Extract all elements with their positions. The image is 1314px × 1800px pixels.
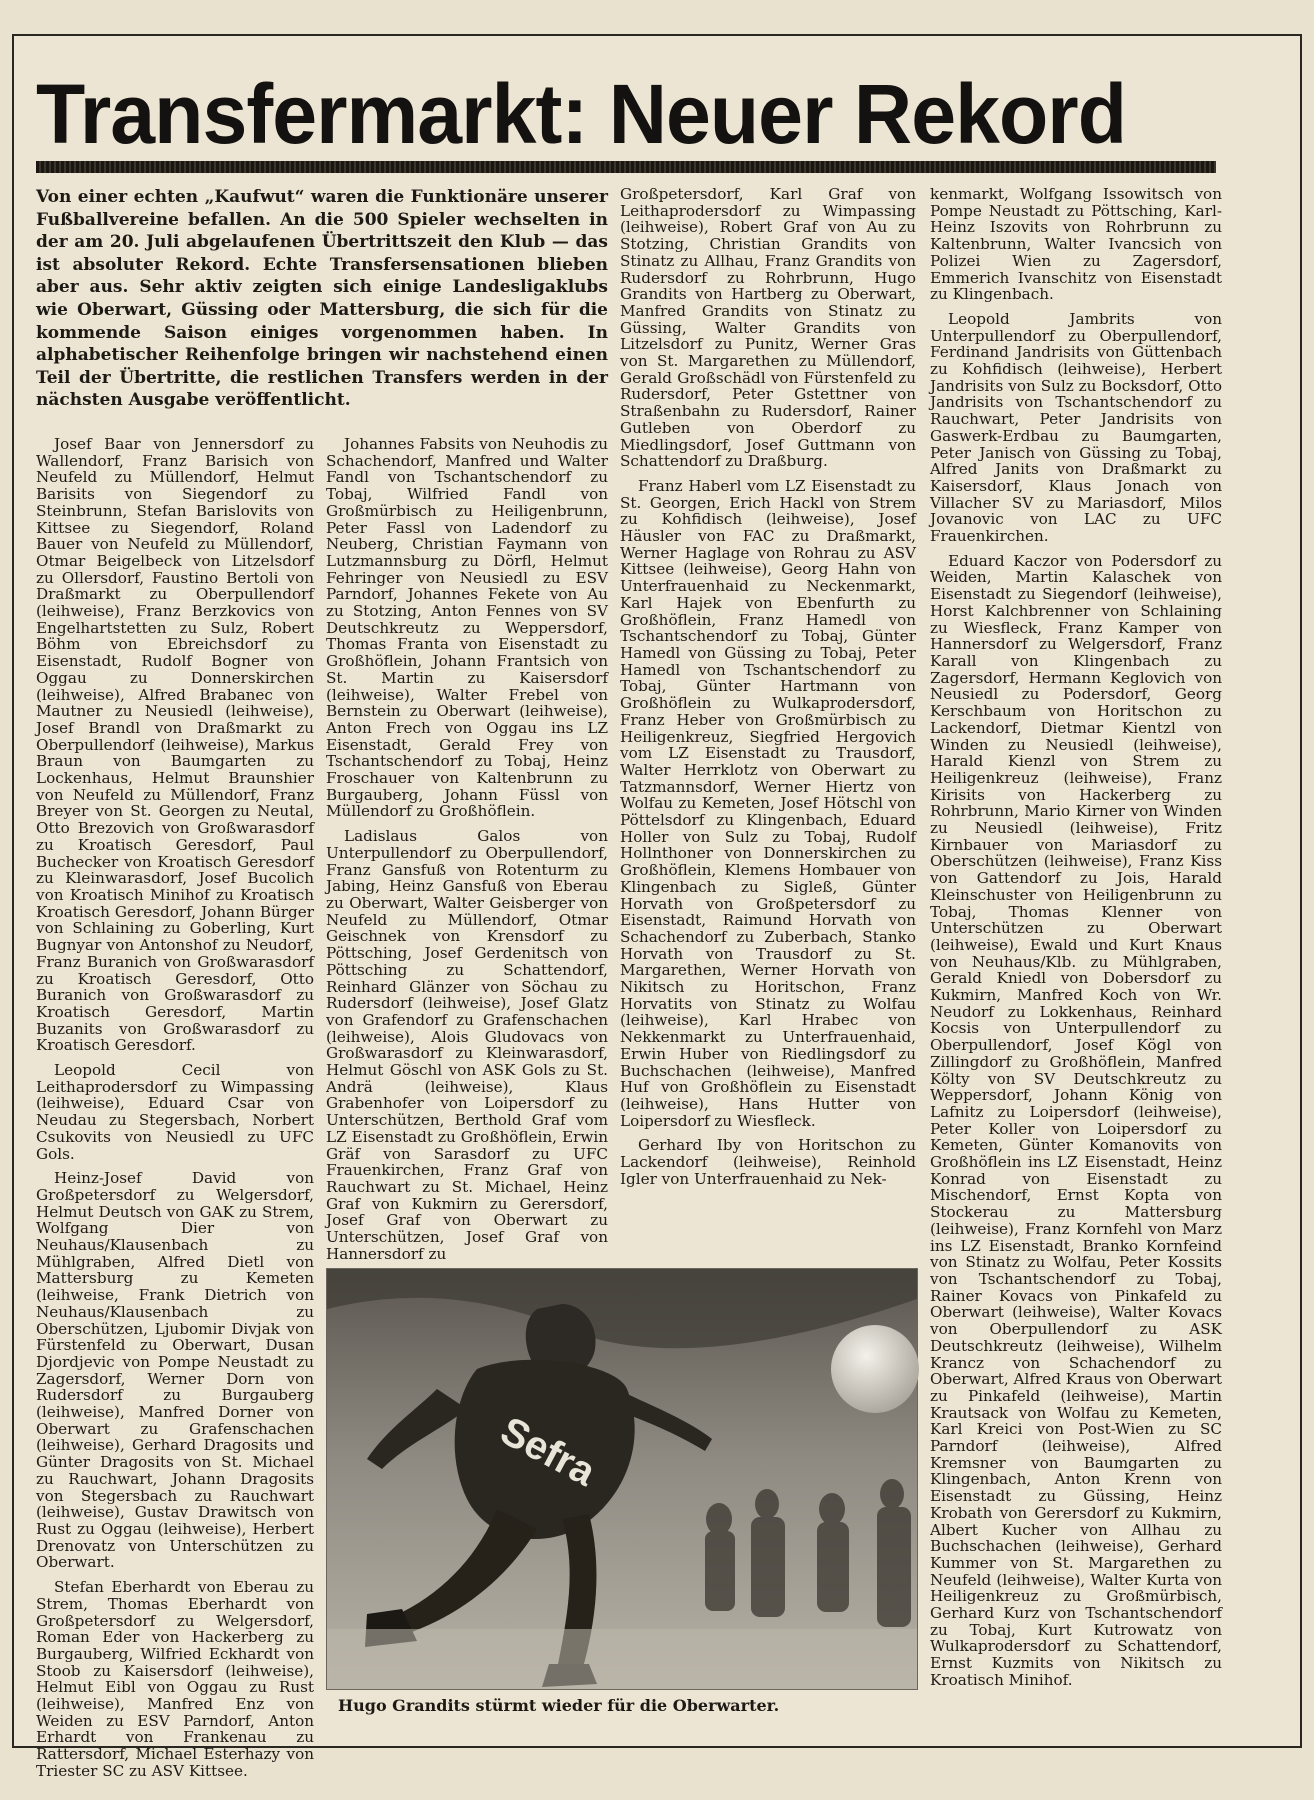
photo-caption: Hugo Grandits stürmt wieder für die Oberwarter. xyxy=(338,1696,780,1715)
football xyxy=(831,1325,919,1413)
intro-paragraph: Von einer echten „Kaufwut“ waren die Funktionäre unserer Fußballvereine befallen. An die 500 Spieler wechselten in der am 20. Juli abgelaufenen Übertrittszeit den Klub — das ist absoluter Rekord. Echte Transfersensationen blieben aber aus. Sehr aktiv zeigten sich einige Landesligaklubs wie Oberwart, Güssing oder Mattersburg, die sich für die kommende Saison einiges vorgenommen haben. In alphabetischer Reihenfolge bringen wir nachstehend einen Teil der Übertritte, die restlichen Transfers werden in der nächsten Ausgabe veröffentlicht. xyxy=(36,187,608,411)
paragraph: Josef Baar von Jennersdorf zu Wallendorf, Franz Barisich von Neufeld zu Müllendorf, Helmut Barisits von Siegendorf zu Steinbrunn, Stefan Barislovits von Kittsee zu Siegendorf, Roland Bauer von Neufeld zu Müllendorf, Otmar Beigelbeck von Litzelsdorf zu Ollersdorf, Faustino Bertoli von Draßmarkt zu Oberpullendorf (leihweise), Franz Berzkovics von Engelhartstetten zu Sulz, Robert Böhm von Ebreichsdorf zu Eisenstadt, Rudolf Bogner von Oggau zu Donnerskirchen (leihweise), Alfred Brabanec von Mautner zu Neusiedl (leihweise), Josef Brandl von Draßmarkt zu Oberpullendorf (leihweise), Markus Braun von Baumgarten zu Lockenhaus, Helmut Braunshier von Neufeld zu Müllendorf, Franz Breyer von St. Georgen zu Neutal, Otto Brezovich von Großwarasdorf zu Kroatisch Geresdorf, Paul Buchecker von Kroatisch Geresdorf zu Kleinwarasdorf, Josef Bucolich von Kroatisch Minihof zu Kroatisch Kroatisch Geresdorf, Johann Bürger von Schlaining zu Goberling, Kurt Bugnyar von Antonshof zu Neudorf, Franz Buranich von Großwarasdorf zu Kroatisch Geresdorf, Otto Buranich von Großwarasdorf zu Kroatisch Geresdorf, Martin Buzanits von Großwarasdorf zu Kroatisch Geresdorf. xyxy=(36,435,314,1055)
paragraph: Ladislaus Galos von Unterpullendorf zu Oberpullendorf, Franz Gansfuß von Rotenturm zu Jabing, Heinz Gansfuß von Eberau zu Oberwart, Walter Geisberger von Neufeld zu Müllendorf, Otmar Geischnek von Krensdorf zu Pöttsching, Josef Gerdenitsch von Pöttsching zu Schattendorf, Reinhard Glänzer von Söchau zu Rudersdorf (leihweise), Josef Glatz von Grafendorf zu Grafenschachen (leihweise), Alois Gludovacs von Großwarasdorf zu Kleinwarasdorf, Helmut Göschl von ASK Gols zu St. Andrä (leihweise), Klaus Grabenhofer von Loipersdorf zu Unterschützen, Berthold Graf vom LZ Eisenstadt zu Großhöflein, Erwin Gräf von Sarasdorf zu UFC Frauenkirchen, Franz Graf von Rauchwart zu St. Michael, Heinz Graf von Kukmirn zu Gerersdorf, Josef Graf von Oberwart zu Unterschützen, Josef Graf von Hannersdorf zu xyxy=(326,827,608,1263)
football-photo xyxy=(326,1268,918,1690)
paragraph: Großpetersdorf, Karl Graf von Leithaprodersdorf zu Wimpassing (leihweise), Robert Graf von Au zu Stotzing, Christian Grandits von Stinatz zu Allhau, Franz Grandits von Rudersdorf zu Rohrbrunn, Hugo Grandits von Hartberg zu Oberwart, Manfred Grandits von Stinatz zu Güssing, Walter Grandits von Litzelsdorf zu Punitz, Werner Gras von St. Margarethen zu Müllendorf, Gerald Großschädl von Fürstenfeld zu Rudersdorf, Peter Gstettner von Straßenbahn zu Rudersdorf, Rainer Gutleben von Oberdorf zu Miedlingsdorf, Josef Guttmann von Schattendorf zu Draßburg. xyxy=(620,185,916,471)
column-3 xyxy=(620,186,916,1258)
headline-rule xyxy=(36,161,1216,173)
paragraph: Leopold Jambrits von Unterpullendorf zu Oberpullendorf, Ferdinand Jandrisits von Güttenbach zu Kohfidisch (leihweise), Herbert Jandrisits von Sulz zu Bocksdorf, Otto Jandrisits von Tschantschendorf zu Rauchwart, Peter Jandrisits von Gaswerk-Erdbau zu Baumgarten, Peter Janisch von Güssing zu Tobaj, Alfred Janits von Draßmarkt zu Kaisersdorf, Klaus Jonach von Villacher SV zu Mariasdorf, Milos Jovanovic von LAC zu UFC Frauenkirchen. xyxy=(930,309,1222,546)
photo-illustration xyxy=(327,1269,917,1689)
paragraph: Stefan Eberhardt von Eberau zu Strem, Thomas Eberhardt von Großpetersdorf zu Welgersdorf, Roman Eder von Hackerberg zu Burgauberg, Wilfried Eckhardt von Stoob zu Kaisersdorf (leihweise), Helmut Eibl von Oggau zu Rust (leihweise), Manfred Enz von Weiden zu ESV Parndorf, Anton Erhardt von Frankenau zu Rattersdorf, Michael Esterhazy von Triester SC zu ASV Kittsee. xyxy=(36,1578,314,1780)
headline: Transfermarkt: Neuer Rekord xyxy=(36,67,1127,161)
shirt-lettering: Sefra xyxy=(493,1408,603,1495)
paragraph: Heinz-Josef David von Großpetersdorf zu Welgersdorf, Helmut Deutsch von GAK zu Strem, Wolfgang Dier von Neuhaus/Klausenbach zu Mühlgraben, Alfred Dietl von Mattersburg zu Kemeten (leihweise, Frank Dietrich von Neuhaus/Klausenbach zu Oberschützen, Ljubomir Divjak von Fürstenfeld zu Oberwart, Dusan Djordjevic von Pompe Neustadt zu Zagersdorf, Werner Dorn von Rudersdorf zu Burgauberg (leihweise), Manfred Dorner von Oberwart zu Grafenschachen (leihweise), Gerhard Dragosits und Günter Dragosits von St. Michael zu Rauchwart, Johann Dragosits von Stegersbach zu Rauchwart (leihweise), Gustav Drawitsch von Rust zu Oggau (leihweise), Herbert Drenovatz von Unterschützen zu Oberwart. xyxy=(36,1169,314,1572)
column-4 xyxy=(930,186,1222,1732)
paragraph: Johannes Fabsits von Neuhodis zu Schachendorf, Manfred und Walter Fandl von Tschantschendorf zu Tobaj, Wilfried Fandl von Großmürbisch zu Heiligenbrunn, Peter Fassl von Ladendorf zu Neuberg, Christian Faymann von Lutzmannsburg zu Dörfl, Helmut Fehringer von Neusiedl zu ESV Parndorf, Johannes Fekete von Au zu Stotzing, Anton Fennes von SV Deutschkreutz zu Weppersdorf, Thomas Franta von Eisenstadt zu Großhöflein, Johann Frantsich von St. Martin zu Kaisersdorf (leihweise), Walter Frebel von Bernstein zu Oberwart (leihweise), Anton Frech von Oggau ins LZ Eisenstadt, Gerald Frey von Tschantschendorf zu Tobaj, Heinz Froschauer von Kaltenbrunn zu Burgauberg, Johann Füssl von Müllendorf zu Großhöflein. xyxy=(326,435,608,821)
paragraph: kenmarkt, Wolfgang Issowitsch von Pompe Neustadt zu Pöttsching, Karl-Heinz Iszovits von Rohrbrunn zu Kaltenbrunn, Walter Ivancsich von Polizei Wien zu Zagersdorf, Emmerich Ivanschitz von Eisenstadt zu Klingenbach. xyxy=(930,185,1222,304)
paragraph: Eduard Kaczor von Podersdorf zu Weiden, Martin Kalaschek von Eisenstadt zu Siegendorf (leihweise), Horst Kalchbrenner von Schlaining zu Wiesfleck, Franz Kamper von Hannersdorf zu Welgersdorf, Franz Karall von Klingenbach zu Zagersdorf, Hermann Keglovich von Neusiedl zu Podersdorf, Georg Kerschbaum von Horitschon zu Lackendorf, Dietmar Kientzl von Winden zu Neusiedl (leihweise), Harald Kienzl von Strem zu Heiligenkreuz (leihweise), Franz Kirisits von Hackerberg zu Rohrbrunn, Mario Kirner von Winden zu Neusiedl (leihweise), Fritz Kirnbauer von Mariasdorf zu Oberschützen (leihweise), Franz Kiss von Gattendorf zu Jois, Harald Kleinschuster von Heiligenbrunn zu Tobaj, Thomas Klenner von Unterschützen zu Oberwart (leihweise), Ewald und Kurt Knaus von Neuhaus/Klb. zu Mühlgraben, Gerald Kniedl von Dobersdorf zu Kukmirn, Manfred Koch von Wr. Neudorf zu Lokkenhaus, Reinhard Kocsis von Unterpullendorf zu Oberpullendorf, Josef Kögl von Zillingdorf zu Großhöflein, Manfred Költy von SV Deutschkreutz zu Weppersdorf, Johann König von Lafnitz zu Loipersdorf (leihweise), Peter Koller von Loipersdorf zu Kemeten, Günter Komanovits von Großhöflein ins LZ Eisenstadt, Heinz Konrad von Eisenstadt zu Mischendorf, Ernst Kopta von Stockerau zu Mattersburg (leihweise), Franz Kornfehl von Marz ins LZ Eisenstadt, Branko Kornfeind von Stinatz zu Wolfau, Peter Kossits von Tschantschendorf zu Tobaj, Rainer Kovacs von Pinkafeld zu Oberwart (leihweise), Walter Kovacs von Oberpullendorf zu ASK Deutschkreutz (leihweise), Wilhelm Krancz von Schachendorf zu Oberwart, Alfred Kraus von Oberwart zu Pinkafeld (leihweise), Martin Krautsack von Wolfau zu Kemeten, Karl Kreici von Post-Wien zu SC Parndorf (leihweise), Alfred Kremsner von Baumgarten zu Klingenbach, Anton Krenn von Eisenstadt zu Güssing, Heinz Krobath von Gerersdorf zu Kukmirn, Albert Kucher von Allhau zu Buchschachen (leihweise), Gerhard Kummer von St. Margarethen zu Neufeld (leihweise), Walter Kurta von Heiligenkreuz zu Großmürbisch, Gerhard Kurz von Tschantschendorf zu Tobaj, Kurt Kutrowatz von Wulkaprodersdorf zu Schattendorf, Ernst Kuzmits von Nikitsch zu Kroatisch Minihof. xyxy=(930,551,1222,1689)
column-2 xyxy=(326,435,608,1263)
column-1 xyxy=(36,435,314,1780)
paragraph: Gerhard Iby von Horitschon zu Lackendorf (leihweise), Reinhold Igler von Unterfrauenhaid zu Nek- xyxy=(620,1136,916,1188)
paragraph: Leopold Cecil von Leithaprodersdorf zu Wimpassing (leihweise), Eduard Csar von Neudau zu Stegersbach, Norbert Csukovits von Neusiedl zu UFC Gols. xyxy=(36,1061,314,1163)
newspaper-page xyxy=(12,34,1302,1780)
paragraph: Franz Haberl vom LZ Eisenstadt zu St. Georgen, Erich Hackl von Strem zu Kohfidisch (leihweise), Josef Häusler von FAC zu Draßmarkt, Werner Haglage von Rohrau zu ASV Kittsee (leihweise), Georg Hahn von Unterfrauenhaid zu Neckenmarkt, Karl Hajek von Ebenfurth zu Großhöflein, Franz Hamedl von Tschantschendorf zu Tobaj, Günter Hamedl von Güssing zu Tobaj, Peter Hamedl von Tschantschendorf zu Tobaj, Günter Hartmann von Großhöflein zu Wulkaprodersdorf, Franz Heber von Großmürbisch zu Heiligenkreuz, Siegfried Hergovich vom LZ Eisenstadt zu Trausdorf, Walter Herrklotz von Oberwart zu Tatzmannsdorf, Werner Hiertz von Wolfau zu Kemeten, Josef Hötschl von Pöttelsdorf zu Klingenbach, Eduard Holler von Sulz zu Tobaj, Rudolf Hollnthoner von Donnerskirchen zu Großhöflein, Klemens Hombauer von Klingenbach zu Sigleß, Günter Horvath von Großpetersdorf zu Eisenstadt, Raimund Horvath von Schachendorf zu Zuberbach, Stanko Horvath von Trausdorf zu St. Margarethen, Werner Horvath von Nikitsch zu Horitschon, Franz Horvatits von Stinatz zu Wolfau (leihweise), Karl Hrabec von Nekkenmarkt zu Unterfrauenhaid, Erwin Huber von Riedlingsdorf zu Buchschachen (leihweise), Manfred Huf von Großhöflein zu Eisenstadt (leihweise), Hans Hutter von Loipersdorf zu Wiesfleck. xyxy=(620,476,916,1130)
